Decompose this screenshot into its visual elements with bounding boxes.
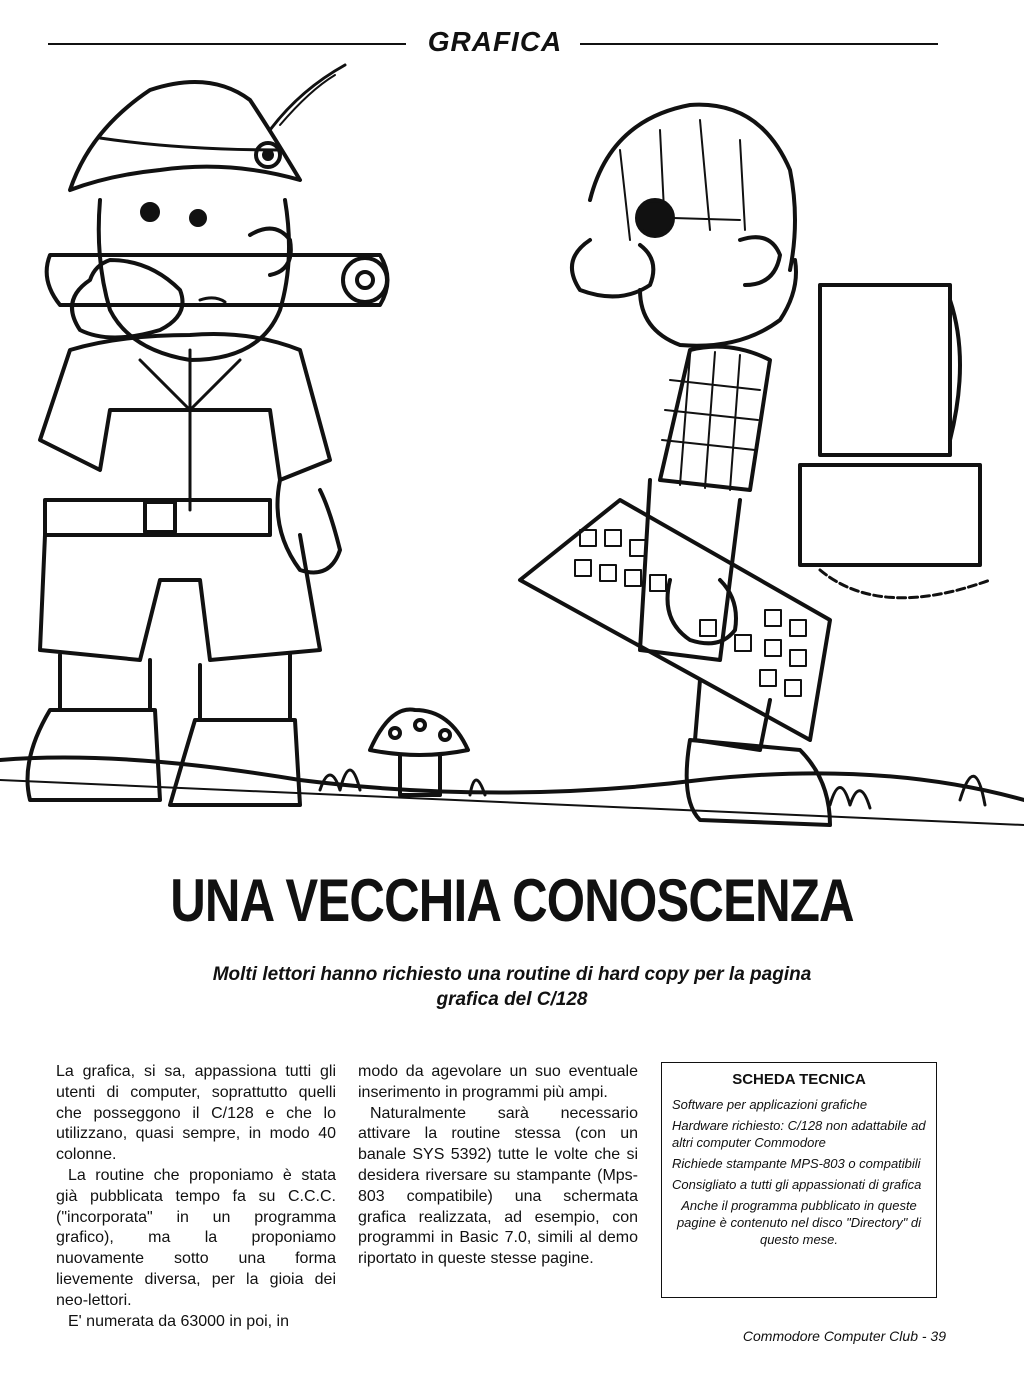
page-footer: Commodore Computer Club - 39 xyxy=(742,1328,946,1344)
article-subtitle xyxy=(120,962,904,1012)
header-rule-left xyxy=(48,43,406,45)
scheda-title: SCHEDA TECNICA xyxy=(732,1071,866,1088)
scheda-item: Consigliato a tutti gli appassionati di grafica xyxy=(672,1177,922,1192)
ground-line xyxy=(0,758,1024,801)
cartoon-illustration xyxy=(0,60,1024,850)
hiker-figure xyxy=(28,65,388,805)
subtitle-line-1: Molti lettori hanno richiesto una routine di hard copy per la pagina xyxy=(212,964,812,985)
section-label: GRAFICA xyxy=(427,26,563,57)
body-column-2 xyxy=(358,1062,638,1270)
scheda-item: Software per applicazioni grafiche xyxy=(672,1097,868,1112)
paragraph: Naturalmente sarà necessario attivare la routine stessa (con un banale SYS 5392) tutte le volte che si desidera riversare su stampante (Mps-803 compatibile) una schermata grafica realizzata, ad esempio, con programmi in Basic 7.0, simili al demo riportato in queste stesse pagine. xyxy=(358,1104,638,1268)
paragraph: La grafica, si sa, appassiona tutti gli utenti di computer, soprattutto quelli che posseggono il C/128 e che lo utilizzano, quasi sempre, in modo 40 colonne. xyxy=(56,1063,336,1164)
subtitle-line-2: grafica del C/128 xyxy=(436,989,588,1010)
scheda-item: Hardware richiesto: C/128 non adattabile ad altri computer Commodore xyxy=(672,1118,926,1150)
header-rule-right xyxy=(580,43,938,45)
body-column-1 xyxy=(56,1062,336,1332)
computer-kid-figure xyxy=(520,105,990,825)
scheda-tecnica-box xyxy=(661,1062,937,1298)
scheda-note: Anche il programma pubblicato in queste pagine è contenuto nel disco "Directory" di questo mese. xyxy=(676,1198,922,1247)
keyboard xyxy=(520,500,830,740)
section-header xyxy=(48,26,938,62)
mushroom xyxy=(370,710,468,796)
scheda-item: Richiede stampante MPS-803 o compatibili xyxy=(672,1156,921,1171)
paragraph: La routine che proponiamo è stata già pubblicata tempo fa su C.C.C. ("incorporata" in un programma grafico), ma la proponiamo nuovamente sotto una forma lievemente diversa, per la gioia dei neo-lettori. xyxy=(56,1166,336,1309)
paragraph: modo da agevolare un suo eventuale inserimento in programmi più ampi. xyxy=(358,1063,638,1101)
article-title: UNA VECCHIA CONOSCENZA xyxy=(170,867,854,934)
paragraph: E' numerata da 63000 in poi, in xyxy=(68,1312,289,1330)
